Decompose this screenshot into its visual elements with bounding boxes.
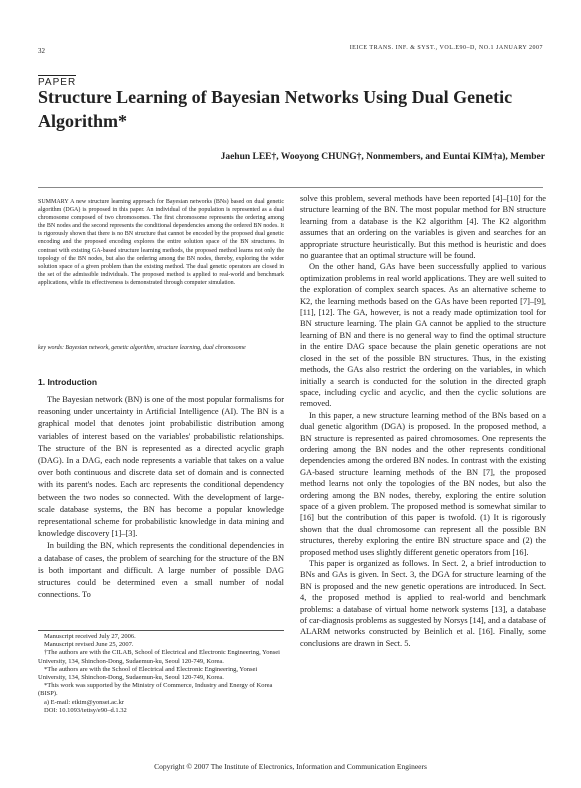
paper-title: Structure Learning of Bayesian Networks Using Dual Genetic Algorithm*: [38, 87, 513, 131]
footnote-email: a) E-mail: etkim@yonsei.ac.kr: [44, 698, 124, 706]
paper-type-label: PAPER: [38, 77, 77, 88]
title-divider: [38, 187, 543, 188]
body-paragraph: On the other hand, GAs have been successfully applied to various optimization problems in real world applications. They are well suited to the exploration of complex search spaces. As an alternative scheme to K2, the learning methods based on the GAs have been reported [7]–[9], [11], [12]. The GA, however, is not a ready made optimization tool for BN structure learning. The plain GA cannot be applied to the structure learning of BN and there is no general way to find the optimal structure in the entire DAG space because the plain genetic operations are not closed in the set of the possible BN structures. Thus, in the existing methods, the GAs also restrict the ordering on the variables, in which initially a search is conducted for the solution in the directed graph space, including cyclic and acyclic, and then the cyclic solutions are removed.: [300, 262, 546, 409]
section-heading-introduction: 1. Introduction: [38, 377, 98, 387]
footnote: *This work was supported by the Ministry of Commerce, Industry and Energy of Korea (BISP).: [38, 682, 273, 698]
footnote: †The authors are with the CILAB, School of Electrical and Electronic Engineering, Yonsei University, 134, Shinchon-Dong, Sudaemun-ku, Seoul 120-749, Korea.: [38, 649, 280, 665]
author-line: Jaehun LEE†, Wooyong CHUNG†, Nonmembers, and Euntai KIM†a), Member: [220, 152, 545, 162]
body-paragraph: In this paper, a new structure learning method of the BNs based on a dual genetic algorithm (DGA) is proposed. In the proposed method, a BN structure is represented as paired chromosomes. One represents the ordering among the BN nodes and the other represents conditional dependencies among the ordered BN nodes. In contrast with the existing GA-based structure learning methods of the BN [7], the proposed method learns not only the topologies of the BN nodes, but also the ordering among the BN nodes, thereby, exploring the entire solution space of a given problem. The proposed method is somewhat similar to [16] but the contribution of this paper is twofold. (1) It is rigorously shown that the dual chromosome can represent all the possible BN structures, thereby exploring the entire BN structure space and (2) the proposed method uses slightly different genetic operators from [16].: [300, 410, 546, 557]
footnotes: [38, 630, 284, 715]
body-paragraph: This paper is organized as follows. In Sect. 2, a brief introduction to BNs and GAs is given. In Sect. 3, the DGA for structure learning of the BN is proposed and the new genetic operations are introduced. In Sect. 4, the proposed method is applied to real-world and benchmark problems: a database of virtual home network systems [13], a database of car-diagnosis problems as suggested by Norsys [14], and a database of ALARM networks constructed by Beinlich et al. [16]. Finally, some conclusions are drawn in Sect. 5.: [300, 559, 546, 648]
running-head: IEICE TRANS. INF. & SYST., VOL.E90–D, NO.1 JANUARY 2007: [349, 45, 543, 51]
copyright-footer: Copyright © 2007 The Institute of Electronics, Information and Communication Engineers: [154, 762, 427, 771]
footnote-doi: DOI: 10.1093/ietisy/e90–d.1.32: [44, 706, 127, 714]
page-number: 32: [38, 47, 45, 55]
footnote: *The authors are with the School of Electrical and Electronic Engineering, Yonsei University, 134, Shinchon-Dong, Sudaemun-ku, Seoul 120-749, Korea.: [38, 665, 258, 682]
left-column-body: [38, 394, 284, 601]
right-column-body: [300, 193, 546, 649]
footnote: Manuscript received July 27, 2006.: [44, 633, 136, 640]
abstract: SUMMARY A new structure learning approach for Bayesian networks (BNs) based on dual genetic algorithm (DGA) is proposed in this paper. An individual of the population is represented as a dual chromosome composed of two chromosomes. The first chromosome represents the ordering among the BN nodes and the second represents the conditional dependencies among the ordered BN nodes. It is rigorously shown that there is no BN structure that cannot be encoded by the proposed dual genetic encoding and the proposed encoding explores the entire solution space of the BN structures. In contrast with existing GA-based structure learning methods, the proposed method learns not only the topology of the BN nodes, but also the ordering among the BN nodes, thereby, exploring the wider solution space of a given problem than the existing method. The dual genetic operators are closed in the set of the admissible individuals. The proposed method is applied to real-world and benchmark applications, while its effectiveness is demonstrated through computer simulation.: [38, 199, 284, 286]
body-paragraph: solve this problem, several methods have been reported [4]–[10] for the structure learning of the BN. The most popular method for BN structure learning from a database is the K2 algorithm [4]. The K2 algorithm assumes that an ordering on the variables is given and searches for an appropriate structure heuristically. But this method is heuristic and does no guarantee that an optimal structure will be found.: [300, 194, 546, 261]
body-paragraph: In building the BN, which represents the conditional dependencies in a database of cases, the problem of searching for the structure of the BN is both important and difficult. A large number of possible DAG structures could be determined even a small number of nodal connections. To: [38, 541, 284, 600]
body-paragraph: The Bayesian network (BN) is one of the most popular formalisms for reasoning under uncertainty in Artificial Intelligence (AI). The BN is a graphical model that denotes joint probabilistic distribution among variables of interest based on the variables' probabilistic relationships. The structure of the BN is represented as a directed acyclic graph (DAG). In a DAG, each node represents a variable that takes on a value over both continuous and discrete data set of domain and is connected with its parent's nodes. Each arc represents the conditional dependency between the two nodes so connected. With the development of large-scale database systems, the BN has become a popular knowledge representational scheme for probabilistic knowledge in data mining and knowledge discovery [1]–[3].: [38, 395, 284, 539]
footnote: Manuscript revised June 25, 2007.: [44, 641, 134, 649]
keywords: key words: Bayesian network, genetic algorithm, structure learning, dual chromosome: [38, 345, 246, 351]
